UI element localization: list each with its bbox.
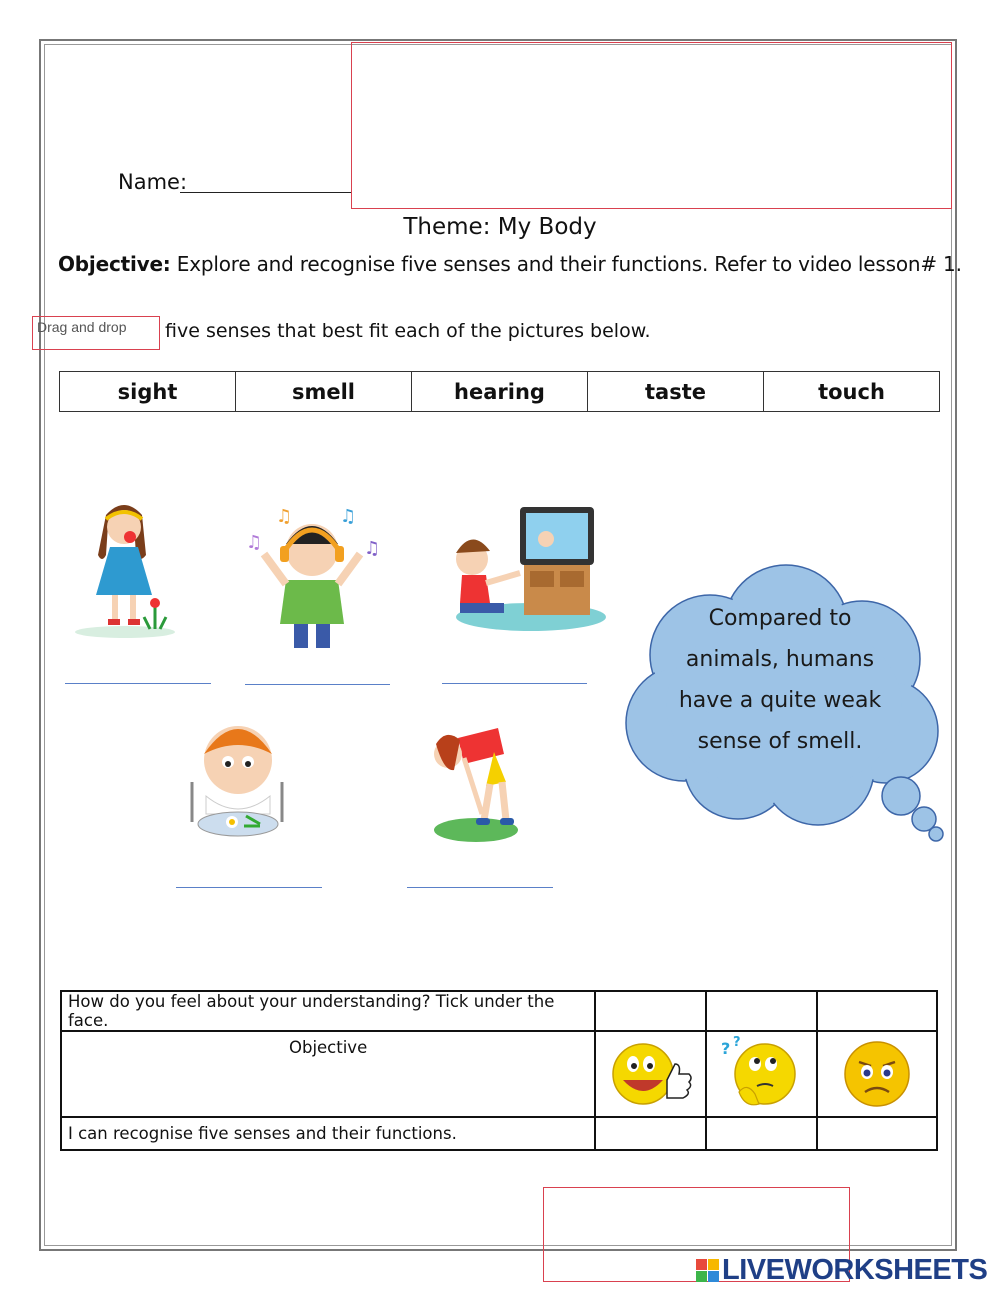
tick-cell-thinking-header[interactable] [706,991,817,1031]
tick-cell-happy-header[interactable] [595,991,706,1031]
drag-and-drop-box[interactable] [32,316,160,350]
girl-touching-toes-image [424,718,528,844]
tick-cell-sad-header[interactable] [817,991,937,1031]
svg-text:♫: ♫ [276,506,293,527]
answer-blank-5[interactable] [407,887,553,888]
assessment-statement: I can recognise five senses and their functions. [61,1117,595,1150]
name-input-box[interactable] [351,42,952,209]
sad-face-cell [817,1031,937,1117]
objective-label: Objective: [58,252,171,276]
assessment-question: How do you feel about your understanding? Tick under the face. [61,991,595,1031]
thinking-face-icon [717,1034,805,1110]
boy-with-headphones-image [236,500,386,655]
tick-cell-thinking[interactable] [706,1117,817,1150]
tick-cell-happy[interactable] [595,1117,706,1150]
svg-text:♫: ♫ [246,532,263,553]
sense-word-smell[interactable]: smell [236,372,412,412]
self-assessment-table [60,990,938,1151]
drag-and-drop-label: Drag and drop [37,319,127,335]
sense-word-sight[interactable]: sight [60,372,236,412]
answer-blank-1[interactable] [65,683,211,684]
tick-cell-sad[interactable] [817,1117,937,1150]
answer-blank-3[interactable] [442,683,587,684]
objective-header: Objective [61,1031,595,1117]
svg-text:♫: ♫ [364,538,381,559]
svg-text:?: ? [733,1035,741,1050]
answer-blank-2[interactable] [245,684,390,685]
liveworksheets-logo-icon [696,1259,720,1283]
sense-word-hearing[interactable]: hearing [412,372,588,412]
theme-title: Theme: My Body [403,214,597,240]
instruction-text: five senses that best fit each of the pictures below. [165,320,651,342]
happy-thumbs-up-face-icon [607,1034,695,1110]
boy-watching-tv-image [446,505,606,635]
liveworksheets-logo [696,1254,987,1287]
senses-word-bank [59,371,940,412]
liveworksheets-wordmark: LIVEWORKSHEETS [722,1254,988,1286]
name-underline [180,192,352,193]
thinking-face-cell [706,1031,817,1117]
sad-face-icon [833,1034,921,1110]
answer-blank-4[interactable] [176,887,322,888]
svg-text:?: ? [721,1039,731,1058]
sense-word-touch[interactable]: touch [764,372,940,412]
happy-face-cell [595,1031,706,1117]
objective-line [58,252,962,276]
sense-word-taste[interactable]: taste [588,372,764,412]
cloud-text: Compared to animals, humans have a quite weak sense of smell. [678,606,882,754]
objective-text: Explore and recognise five senses and their functions. Refer to video lesson# 1. [170,252,962,276]
boy-eating-image [186,716,292,844]
name-label: Name: [118,170,188,194]
girl-smelling-flower-image [70,497,180,642]
svg-text:♫: ♫ [340,506,357,527]
